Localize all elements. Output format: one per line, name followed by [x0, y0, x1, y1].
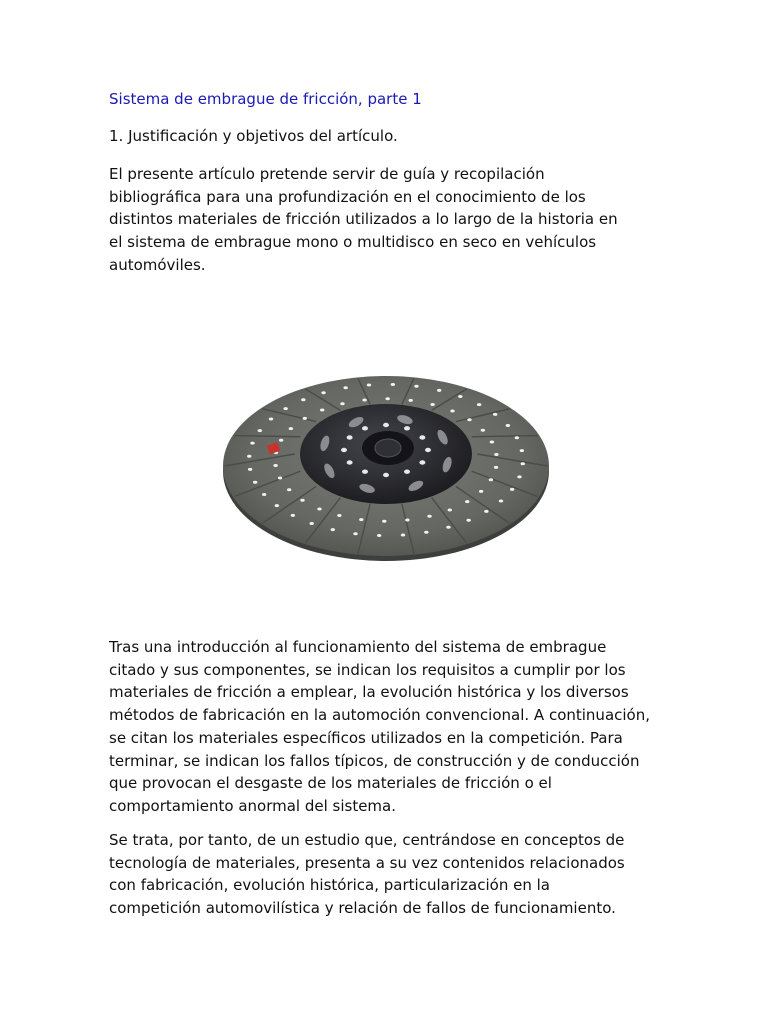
- hub-hole: [347, 460, 353, 464]
- rivet-hole: [479, 490, 483, 493]
- rivet-hole: [405, 519, 409, 522]
- hub-hole: [383, 423, 389, 427]
- clutch-disc-image: [221, 368, 551, 563]
- paragraph-line: terminar, se indican los fallos típicos, de construcción y de conducción: [109, 751, 640, 770]
- spline-bore: [375, 439, 401, 457]
- paragraph-line: se citan los materiales específicos utilizados en la competición. Para: [109, 728, 623, 747]
- paragraph-line: citado y sus componentes, se indican los requisitos a cumplir por los: [109, 660, 626, 679]
- paragraph-overview: [109, 636, 650, 818]
- rivet-hole: [317, 507, 321, 510]
- hub-hole: [383, 473, 389, 477]
- hub-hole: [419, 435, 425, 439]
- rivet-hole: [278, 477, 282, 480]
- rivet-hole: [309, 522, 313, 525]
- rivet-hole: [430, 403, 434, 406]
- rivet-hole: [253, 481, 257, 484]
- rivet-hole: [494, 453, 498, 456]
- rivet-hole: [494, 466, 498, 469]
- hub-hole: [347, 435, 353, 439]
- rivet-hole: [287, 488, 291, 491]
- paragraph-line: bibliográfica para una profundización en el conocimiento de los: [109, 187, 586, 206]
- rivet-hole: [273, 464, 277, 467]
- rivet-hole: [520, 449, 524, 452]
- rivet-hole: [291, 514, 295, 517]
- rivet-hole: [489, 478, 493, 481]
- paragraph-line: El presente artículo pretende servir de guía y recopilación: [109, 165, 545, 183]
- paragraph-line: que provocan el desgaste de los materiales de fricción o el: [109, 774, 552, 793]
- paragraph-line: materiales de fricción a emplear, la evolución histórica y los diversos: [109, 683, 629, 702]
- rivet-hole: [493, 413, 497, 416]
- rivet-hole: [250, 442, 254, 445]
- paragraph-line: comportamiento anormal del sistema.: [109, 796, 396, 815]
- rivet-hole: [414, 385, 418, 388]
- clutch-disc-illustration: [221, 368, 551, 563]
- paragraph-line: automóviles.: [109, 255, 206, 274]
- hub-hole: [341, 448, 347, 452]
- rivet-hole: [343, 386, 347, 389]
- rivet-hole: [490, 440, 494, 443]
- rivet-hole: [367, 383, 371, 386]
- rivet-hole: [321, 391, 325, 394]
- rivet-hole: [484, 510, 488, 513]
- section-heading: 1. Justificación y objetivos del artículo.: [109, 127, 398, 145]
- rivet-hole: [340, 402, 344, 405]
- rivet-hole: [289, 427, 293, 430]
- rivet-hole: [359, 518, 363, 521]
- paragraph-line: distintos materiales de fricción utilizados a lo largo de la historia en: [109, 210, 618, 229]
- article-title: Sistema de embrague de fricción, parte 1: [109, 90, 422, 108]
- rivet-hole: [450, 410, 454, 413]
- rivet-hole: [517, 475, 521, 478]
- rivet-hole: [377, 534, 381, 537]
- rivet-hole: [521, 462, 525, 465]
- rivet-hole: [353, 532, 357, 535]
- rivet-hole: [467, 418, 471, 421]
- rivet-hole: [391, 383, 395, 386]
- paragraph-line: el sistema de embrague mono o multidisco en seco en vehículos: [109, 233, 597, 252]
- rivet-hole: [275, 504, 279, 507]
- rivet-hole: [262, 493, 266, 496]
- rivet-hole: [437, 389, 441, 392]
- rivet-hole: [481, 429, 485, 432]
- rivet-hole: [448, 509, 452, 512]
- paragraph-line: Se trata, por tanto, de un estudio que, centrándose en conceptos de: [109, 831, 625, 849]
- rivet-hole: [427, 515, 431, 518]
- hub-hole: [425, 448, 431, 452]
- rivet-hole: [258, 429, 262, 432]
- rivet-hole: [466, 519, 470, 522]
- rivet-hole: [362, 398, 366, 401]
- rivet-hole: [424, 531, 428, 534]
- rivet-hole: [385, 397, 389, 400]
- rivet-hole: [301, 398, 305, 401]
- rivet-hole: [477, 403, 481, 406]
- rivet-hole: [300, 499, 304, 502]
- hub-hole: [362, 469, 368, 473]
- rivet-hole: [303, 417, 307, 420]
- rivet-hole: [446, 526, 450, 529]
- rivet-hole: [499, 500, 503, 503]
- rivet-hole: [279, 439, 283, 442]
- rivet-hole: [515, 436, 519, 439]
- rivet-hole: [320, 408, 324, 411]
- paragraph-line: tecnología de materiales, presenta a su vez contenidos relacionados: [109, 853, 625, 872]
- hub-hole: [404, 469, 410, 473]
- rivet-hole: [331, 528, 335, 531]
- hub-hole: [419, 460, 425, 464]
- rivet-hole: [510, 488, 514, 491]
- rivet-hole: [465, 500, 469, 503]
- rivet-hole: [458, 395, 462, 398]
- paragraph-intro: [109, 163, 618, 277]
- rivet-hole: [382, 520, 386, 523]
- rivet-hole: [248, 468, 252, 471]
- rivet-hole: [247, 455, 251, 458]
- paragraph-line: métodos de fabricación en la automoción convencional. A continuación,: [109, 706, 650, 725]
- paragraph-line: Tras una introducción al funcionamiento del sistema de embrague: [109, 638, 607, 656]
- rivet-hole: [269, 417, 273, 420]
- paragraph-line: con fabricación, evolución histórica, particularización en la: [109, 876, 550, 895]
- rivet-hole: [408, 399, 412, 402]
- rivet-hole: [283, 407, 287, 410]
- rivet-hole: [401, 534, 405, 537]
- paragraph-line: competición automovilística y relación de fallos de funcionamiento.: [109, 899, 616, 918]
- paragraph-summary: [109, 829, 625, 920]
- hub-hole: [362, 426, 368, 430]
- rivet-hole: [337, 514, 341, 517]
- rivet-hole: [506, 424, 510, 427]
- hub-hole: [404, 426, 410, 430]
